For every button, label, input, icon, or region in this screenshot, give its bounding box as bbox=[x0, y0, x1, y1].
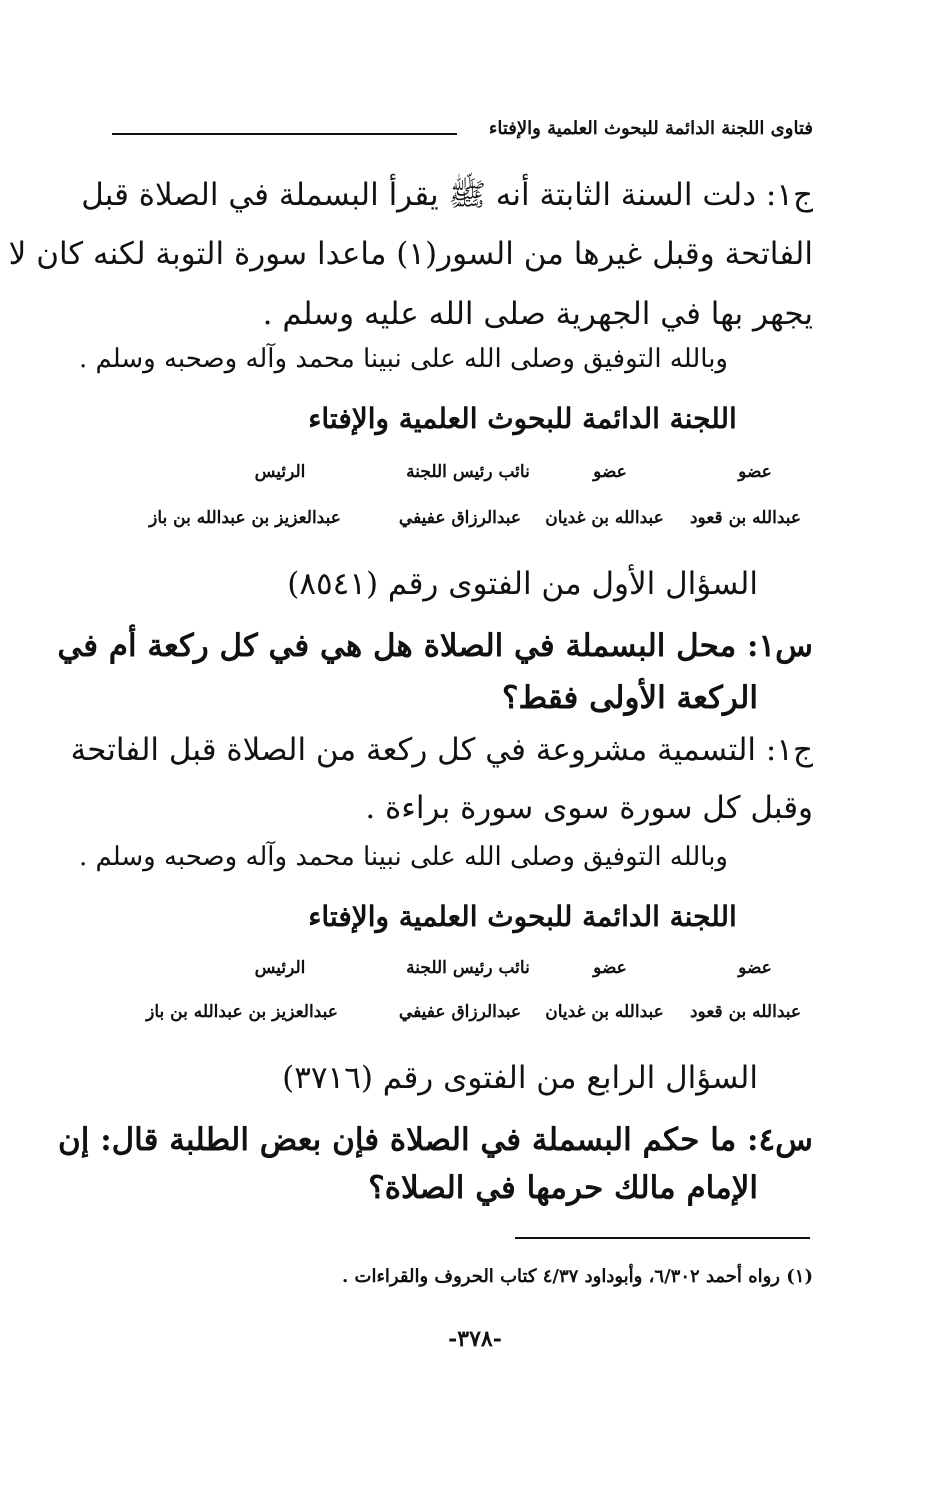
committee1-name-1: عبدالله بن قعود bbox=[689, 508, 802, 528]
committee2-role-3: نائب رئيس اللجنة bbox=[406, 958, 530, 978]
fatwa2-question-line-2: الركعة الأولى فقط؟ bbox=[501, 680, 758, 716]
committee2-role-2: عضو bbox=[593, 958, 627, 978]
fatwa2-closing: وبالله التوفيق وصلى الله على نبينا محمد وآله وصحبه وسلم . bbox=[78, 842, 728, 872]
committee1-name-2: عبدالله بن غديان bbox=[545, 508, 664, 528]
fatwa3-question-line-2: الإمام مالك حرمها في الصلاة؟ bbox=[368, 1170, 758, 1206]
fatwa3-heading: السؤال الرابع من الفتوى رقم (٣٧١٦) bbox=[282, 1060, 758, 1096]
committee1-role-1: عضو bbox=[738, 462, 772, 482]
answer1-closing: وبالله التوفيق وصلى الله على نبينا محمد وآله وصحبه وسلم . bbox=[78, 344, 728, 374]
header-rule bbox=[112, 133, 457, 135]
fatwa2-answer-line-2: وقبل كل سورة سوى سورة براءة . bbox=[365, 790, 813, 826]
committee2-role-1: عضو bbox=[738, 958, 772, 978]
committee1-name-3: عبدالرزاق عفيفي bbox=[398, 508, 522, 528]
fatwa2-heading: السؤال الأول من الفتوى رقم (٨٥٤١) bbox=[287, 566, 758, 602]
answer1-line-3: يجهر بها في الجهرية صلى الله عليه وسلم . bbox=[262, 296, 813, 332]
committee2-name-3: عبدالرزاق عفيفي bbox=[398, 1002, 522, 1022]
committee2-title: اللجنة الدائمة للبحوث العلمية والإفتاء bbox=[308, 900, 737, 933]
running-header: فتاوى اللجنة الدائمة للبحوث العلمية والإفتاء bbox=[488, 118, 813, 139]
committee2-name-4: عبدالعزيز بن عبدالله بن باز bbox=[146, 1002, 338, 1022]
committee1-role-3: نائب رئيس اللجنة bbox=[406, 462, 530, 482]
footnote: (١) رواه أحمد ٦/٣٠٢، وأبوداود ٤/٣٧ كتاب الحروف والقراءات . bbox=[341, 1266, 813, 1287]
answer1-line-1: ج١: دلت السنة الثابتة أنه ﷺ يقرأ البسملة في الصلاة قبل bbox=[81, 177, 813, 213]
page-number: -٣٧٨- bbox=[448, 1326, 502, 1352]
fatwa2-answer-line-1: ج١: التسمية مشروعة في كل ركعة من الصلاة قبل الفاتحة bbox=[70, 732, 813, 768]
committee1-name-4: عبدالعزيز بن عبدالله بن باز bbox=[149, 508, 341, 528]
committee2-role-4: الرئيس bbox=[254, 958, 306, 978]
committee1-title: اللجنة الدائمة للبحوث العلمية والإفتاء bbox=[308, 402, 737, 435]
committee2-name-1: عبدالله بن قعود bbox=[689, 1002, 802, 1022]
answer1-line-2: الفاتحة وقبل غيرها من السور(١) ماعدا سورة التوبة لكنه كان لا bbox=[8, 236, 813, 272]
committee2-name-2: عبدالله بن غديان bbox=[545, 1002, 664, 1022]
footnote-rule bbox=[515, 1237, 810, 1239]
fatwa2-question-line-1: س١: محل البسملة في الصلاة هل هي في كل ركعة أم في bbox=[57, 628, 813, 664]
committee1-role-2: عضو bbox=[593, 462, 627, 482]
fatwa3-question-line-1: س٤: ما حكم البسملة في الصلاة فإن بعض الطلبة قال: إن bbox=[58, 1122, 813, 1158]
committee1-role-4: الرئيس bbox=[254, 462, 306, 482]
